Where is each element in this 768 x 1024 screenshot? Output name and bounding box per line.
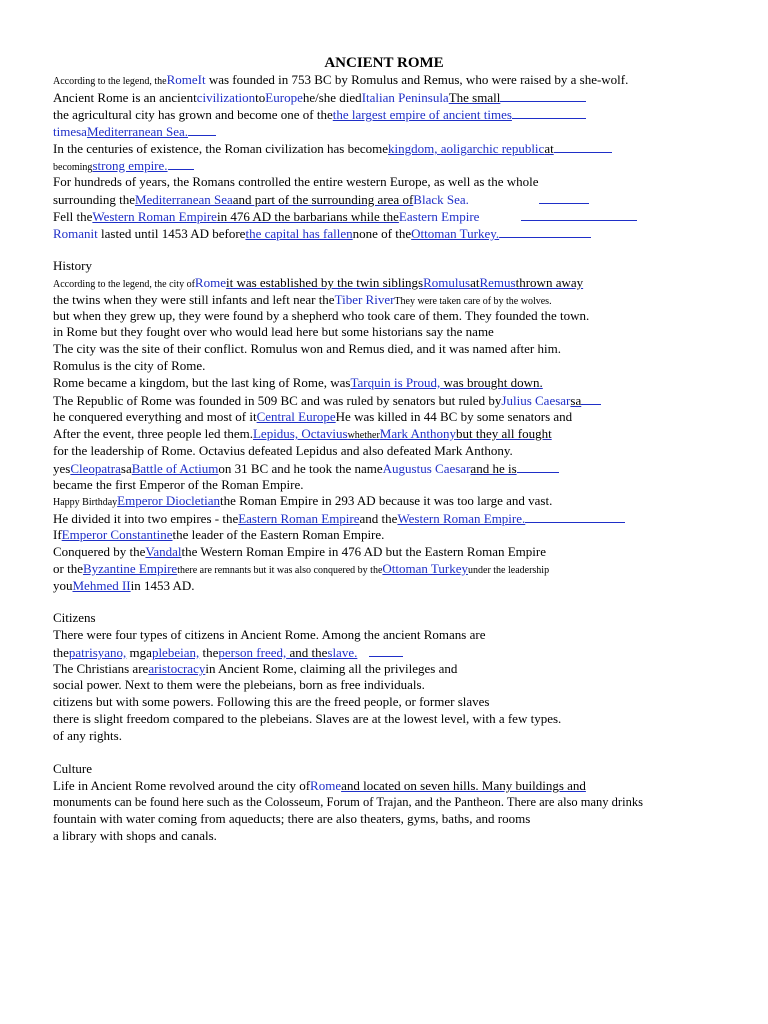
link-person-freed[interactable]: person freed,	[218, 645, 287, 660]
link-rome-2[interactable]: Rome	[194, 275, 226, 290]
intro-line-10: Romanit lasted until 1453 AD beforethe capital has fallennone of theOttoman Turkey.	[53, 225, 591, 241]
culture-line-1: Life in Ancient Rome revolved around the city ofRomeand located on seven hills. Many buildings and	[53, 778, 586, 793]
citizens-line-7: of any rights.	[53, 728, 122, 743]
link-remus[interactable]: Remus	[479, 275, 516, 290]
history-line-5: The city was the site of their conflict. Romulus won and Remus died, and it was named after him.	[53, 341, 561, 356]
link-europe[interactable]: Europe	[265, 90, 303, 105]
culture-heading: Culture	[53, 761, 92, 776]
blank-line	[525, 510, 625, 523]
blank-line	[188, 123, 216, 136]
link-mark-anthony[interactable]: Mark Anthony	[379, 426, 456, 441]
blank-line	[581, 392, 601, 405]
link-capital-fallen[interactable]: the capital has fallen	[245, 226, 353, 241]
citizens-line-2: thepatrisyano, mgaplebeian, theperson freed, and theslave.	[53, 644, 403, 660]
link-vandal[interactable]: Vandal	[145, 544, 182, 559]
history-line-9: he conquered everything and most of itCentral EuropeHe was killed in 44 BC by some senators and	[53, 409, 573, 424]
blank-line	[369, 644, 403, 657]
intro-line-3: the agricultural city has grown and become one of thethe largest empire of ancient times	[53, 106, 586, 122]
citizens-line-5: citizens but with some powers. Following this are the freed people, or former slaves	[53, 694, 490, 709]
blank-line	[512, 106, 586, 119]
link-western-roman-empire[interactable]: Western Roman Empire	[92, 209, 217, 224]
link-emperor-constantine[interactable]: Emperor Constantine	[61, 527, 173, 542]
link-byzantine-empire[interactable]: Byzantine Empire	[82, 561, 178, 576]
link-oligarchic-republic[interactable]: ligarchic republic	[453, 141, 545, 156]
history-line-13: became the first Emperor of the Roman Empire.	[53, 477, 304, 492]
blank-line	[168, 157, 194, 170]
history-line-2: the twins when they were still infants and left near theTiber RiverThey were taken care of by the wolves.	[53, 292, 552, 307]
blank-line	[539, 191, 589, 204]
intro-line-1: According to the legend, theRomeIt was founded in 753 BC by Romulus and Remus, who were raised by a she-wolf.	[53, 72, 629, 87]
history-line-7: Rome became a kingdom, but the last king of Rome, wasTarquin is Proud, was brought down.	[53, 375, 543, 390]
history-line-3: but when they grew up, they were found by a shepherd who took care of them. They founded the town.	[53, 308, 590, 323]
link-mediterranean-sea-2[interactable]: Mediterranean Sea	[134, 192, 233, 207]
culture-line-3: fountain with water coming from aqueducts; there are also theaters, gyms, baths, and rooms	[53, 811, 531, 826]
blank-line	[554, 140, 612, 153]
intro-line-2: Ancient Rome is an ancientcivilizationtoEuropehe/she diedItalian PeninsulaThe small	[53, 89, 586, 105]
history-line-16: IfEmperor Constantinethe leader of the Eastern Roman Empire.	[53, 527, 385, 542]
link-ottoman-turkey[interactable]: Ottoman Turkey.	[411, 226, 500, 241]
history-line-14: Happy BirthdayEmperor Diocletianthe Roman Empire in 293 AD because it was too large and vast.	[53, 493, 553, 508]
citizens-line-6: there is slight freedom compared to the plebeians. Slaves are at the lowest level, with a few types.	[53, 711, 562, 726]
history-heading: History	[53, 258, 92, 273]
link-augustus-caesar[interactable]: Augustus Caesar	[382, 461, 471, 476]
history-line-18: or theByzantine Empirethere are remnants but it was also conquered by theOttoman Turkeyunder the leadership	[53, 561, 550, 576]
link-kingdom[interactable]: kingdom, ao	[388, 141, 453, 156]
link-slave[interactable]: slave.	[327, 645, 358, 660]
intro-line-7: For hundreds of years, the Romans controlled the entire western Europe, as well as the whole	[53, 174, 539, 189]
intro-line-4: timesaMediterranean Sea.	[53, 123, 216, 139]
link-cleopatra[interactable]: Cleopatra	[70, 461, 121, 476]
history-line-12: yesCleopatrasaBattle of Actiumon 31 BC and he took the nameAugustus Caesarand he is	[53, 460, 559, 476]
link-rome[interactable]: RomeIt	[166, 72, 206, 87]
link-aristocracy[interactable]: aristocracy	[148, 661, 206, 676]
link-tiber-river[interactable]: Tiber River	[334, 292, 395, 307]
link-central-europe[interactable]: Central Europe	[256, 409, 336, 424]
link-tarquin[interactable]: Tarquin is Proud,	[350, 375, 441, 390]
link-plebeian[interactable]: plebeian,	[151, 645, 200, 660]
link-mehmed-ii[interactable]: Mehmed II	[72, 578, 131, 593]
history-line-8: The Republic of Rome was founded in 509 BC and was ruled by senators but ruled byJulius Caesarsa	[53, 392, 601, 408]
link-patrisyano[interactable]: patrisyano,	[68, 645, 127, 660]
link-julius-caesar[interactable]: Julius Caesar	[501, 393, 571, 408]
history-line-17: Conquered by theVandalthe Western Roman Empire in 476 AD but the Eastern Roman Empire	[53, 544, 546, 559]
link-eastern-empire[interactable]: Eastern Empire	[398, 209, 480, 224]
link-western-roman-empire-2[interactable]: Western Roman Empire.	[397, 511, 526, 526]
intro-line-5: In the centuries of existence, the Roman civilization has becomekingdom, aoligarchic republicat	[53, 140, 612, 156]
link-largest-empire[interactable]: the largest empire of ancient times	[332, 107, 512, 122]
history-line-11: for the leadership of Rome. Octavius defeated Lepidus and also defeated Mark Anthony.	[53, 443, 513, 458]
link-civilization[interactable]: civilization	[196, 90, 256, 105]
link-strong-empire[interactable]: strong empire.	[92, 158, 168, 173]
history-line-15: He divided it into two empires - theEastern Roman Empireand theWestern Roman Empire.	[53, 510, 625, 526]
citizens-line-3: The Christians arearistocracyin Ancient Rome, claiming all the privileges and	[53, 661, 458, 676]
link-lepidus-octavius[interactable]: Lepidus, Octavius	[252, 426, 348, 441]
culture-line-2: monuments can be found here such as the Colosseum, Forum of Trajan, and the Pantheon. There are also many drinks	[53, 795, 643, 809]
link-eastern-roman-empire[interactable]: Eastern Roman Empire	[238, 511, 360, 526]
history-line-4: in Rome but they fought over who would lead here but some historians say the name	[53, 324, 494, 339]
history-line-10: After the event, three people led them.Lepidus, OctaviuswhetherMark Anthonybut they all fought	[53, 426, 552, 441]
link-emperor-diocletian[interactable]: Emperor Diocletian	[117, 493, 221, 508]
link-battle-of-actium[interactable]: Battle of Actium	[131, 461, 219, 476]
citizens-line-1: There were four types of citizens in Ancient Rome. Among the ancient Romans are	[53, 627, 486, 642]
blank-line	[521, 208, 637, 221]
citizens-heading: Citizens	[53, 610, 96, 625]
link-roman[interactable]: Romanit	[53, 226, 98, 241]
intro-line-6: becomingstrong empire.	[53, 157, 194, 173]
culture-line-4: a library with shops and canals.	[53, 828, 217, 843]
blank-line	[499, 225, 591, 238]
citizens-line-4: social power. Next to them were the plebeians, born as free individuals.	[53, 677, 425, 692]
history-line-19: youMehmed IIin 1453 AD.	[53, 578, 195, 593]
link-italian-peninsula[interactable]: Italian Peninsula	[361, 90, 449, 105]
history-line-6: Romulus is the city of Rome.	[53, 358, 206, 373]
link-ottoman-turkey-2[interactable]: Ottoman Turkey	[382, 561, 468, 576]
link-mediterranean-sea[interactable]: Mediterranean Sea.	[86, 124, 188, 139]
link-rome-3[interactable]: Rome	[310, 778, 342, 793]
intro-line-8: surrounding theMediterranean Seaand part of the surrounding area ofBlack Sea.	[53, 191, 589, 207]
history-line-1: According to the legend, the city ofRomeit was established by the twin siblingsRomulusatRemusthrown away	[53, 275, 584, 290]
link-black-sea[interactable]: Black Sea.	[413, 192, 469, 207]
blank-line	[517, 460, 559, 473]
document-title: ANCIENT ROME	[324, 55, 444, 71]
intro-line-9: Fell theWestern Roman Empirein 476 AD the barbarians while theEastern Empire	[53, 208, 637, 224]
link-romulus[interactable]: Romulus	[423, 275, 471, 290]
blank-line	[500, 89, 586, 102]
